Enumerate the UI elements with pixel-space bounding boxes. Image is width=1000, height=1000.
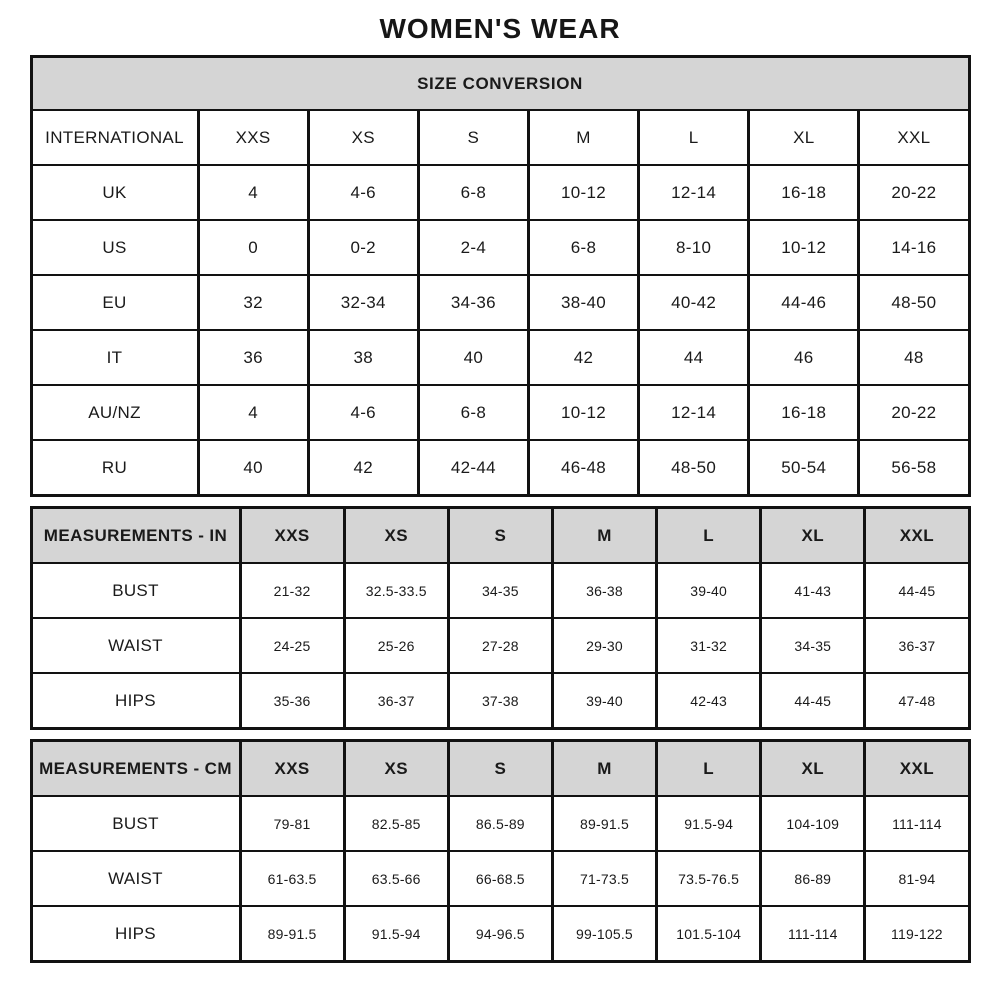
table-cell: 34-35	[448, 563, 552, 618]
table-cell: 27-28	[448, 618, 552, 673]
table-cell: 56-58	[859, 440, 969, 496]
column-header-row	[31, 741, 969, 797]
size-column-header: M	[552, 508, 656, 564]
table-cell: 0-2	[308, 220, 418, 275]
row-label: RU	[31, 440, 198, 496]
table-cell: 34-36	[418, 275, 528, 330]
table-row	[31, 440, 969, 496]
table-cell: 10-12	[749, 220, 859, 275]
measurements-cm-table	[30, 739, 971, 963]
size-column-header: M	[528, 110, 638, 165]
table-cell: 47-48	[865, 673, 969, 729]
row-label: EU	[31, 275, 198, 330]
table-cell: 4	[198, 165, 308, 220]
table-cell: 71-73.5	[552, 851, 656, 906]
size-column-header: L	[657, 508, 761, 564]
size-conversion-table	[30, 55, 971, 497]
table-cell: 101.5-104	[657, 906, 761, 962]
page-title: WOMEN'S WEAR	[379, 13, 621, 44]
row-label: AU/NZ	[31, 385, 198, 440]
table-row	[31, 385, 969, 440]
corner-header-cell: MEASUREMENTS - CM	[31, 741, 240, 797]
table-cell: 8-10	[639, 220, 749, 275]
table-cell: 81-94	[865, 851, 969, 906]
table-cell: 39-40	[552, 673, 656, 729]
table-cell: 32.5-33.5	[344, 563, 448, 618]
table-cell: 16-18	[749, 165, 859, 220]
table-cell: 61-63.5	[240, 851, 344, 906]
table-cell: 12-14	[639, 165, 749, 220]
table-row	[31, 165, 969, 220]
table-cell: 86.5-89	[448, 796, 552, 851]
table-cell: 20-22	[859, 165, 969, 220]
table-cell: 111-114	[761, 906, 865, 962]
table-cell: 38	[308, 330, 418, 385]
table-cell: 21-32	[240, 563, 344, 618]
table-cell: 73.5-76.5	[657, 851, 761, 906]
table-cell: 89-91.5	[240, 906, 344, 962]
table-cell: 91.5-94	[344, 906, 448, 962]
table-cell: 94-96.5	[448, 906, 552, 962]
size-column-header: S	[448, 741, 552, 797]
table-cell: 99-105.5	[552, 906, 656, 962]
size-column-header: XXS	[240, 508, 344, 564]
table-cell: 39-40	[657, 563, 761, 618]
table-cell: 44	[639, 330, 749, 385]
table-row	[31, 330, 969, 385]
table-cell: 36	[198, 330, 308, 385]
table-cell: 20-22	[859, 385, 969, 440]
table-cell: 46	[749, 330, 859, 385]
table-cell: 44-46	[749, 275, 859, 330]
table-cell: 4-6	[308, 165, 418, 220]
table-cell: 38-40	[528, 275, 638, 330]
size-column-header: L	[657, 741, 761, 797]
table-cell: 50-54	[749, 440, 859, 496]
table-cell: 66-68.5	[448, 851, 552, 906]
measurements-in-table	[30, 506, 971, 730]
table-cell: 29-30	[552, 618, 656, 673]
table-cell: 48-50	[859, 275, 969, 330]
table-cell: 42	[528, 330, 638, 385]
table-cell: 119-122	[865, 906, 969, 962]
table-cell: 36-38	[552, 563, 656, 618]
table-cell: 37-38	[448, 673, 552, 729]
table-cell: 63.5-66	[344, 851, 448, 906]
size-column-header: S	[448, 508, 552, 564]
table-cell: 10-12	[528, 385, 638, 440]
section-header: SIZE CONVERSION	[31, 57, 969, 111]
size-column-header: XXL	[865, 508, 969, 564]
table-cell: 2-4	[418, 220, 528, 275]
size-column-header: XXS	[198, 110, 308, 165]
row-label: HIPS	[31, 673, 240, 729]
table-cell: 31-32	[657, 618, 761, 673]
table-cell: 32	[198, 275, 308, 330]
table-cell: 79-81	[240, 796, 344, 851]
table-cell: 42	[308, 440, 418, 496]
corner-header-cell: MEASUREMENTS - IN	[31, 508, 240, 564]
table-row	[31, 796, 969, 851]
row-label: BUST	[31, 796, 240, 851]
table-cell: 40	[198, 440, 308, 496]
table-cell: 44-45	[865, 563, 969, 618]
section-header-row	[31, 57, 969, 111]
size-column-header: M	[552, 741, 656, 797]
corner-header-cell: INTERNATIONAL	[31, 110, 198, 165]
size-column-header: XL	[761, 508, 865, 564]
table-cell: 36-37	[865, 618, 969, 673]
row-label: US	[31, 220, 198, 275]
row-label: BUST	[31, 563, 240, 618]
size-chart-page	[30, 0, 971, 963]
table-cell: 46-48	[528, 440, 638, 496]
size-column-header: XXL	[859, 110, 969, 165]
table-cell: 42-44	[418, 440, 528, 496]
table-row	[31, 275, 969, 330]
table-cell: 25-26	[344, 618, 448, 673]
size-column-header: XXL	[865, 741, 969, 797]
size-column-header: S	[418, 110, 528, 165]
table-cell: 40	[418, 330, 528, 385]
table-cell: 0	[198, 220, 308, 275]
size-column-header: XS	[344, 741, 448, 797]
table-cell: 32-34	[308, 275, 418, 330]
table-cell: 36-37	[344, 673, 448, 729]
row-label: IT	[31, 330, 198, 385]
table-cell: 4	[198, 385, 308, 440]
table-cell: 6-8	[528, 220, 638, 275]
table-cell: 16-18	[749, 385, 859, 440]
row-label: WAIST	[31, 851, 240, 906]
table-row	[31, 851, 969, 906]
table-cell: 42-43	[657, 673, 761, 729]
table-cell: 34-35	[761, 618, 865, 673]
table-cell: 6-8	[418, 165, 528, 220]
table-cell: 24-25	[240, 618, 344, 673]
row-label: HIPS	[31, 906, 240, 962]
table-row	[31, 673, 969, 729]
table-cell: 14-16	[859, 220, 969, 275]
column-header-row	[31, 508, 969, 564]
size-column-header: L	[639, 110, 749, 165]
table-cell: 12-14	[639, 385, 749, 440]
table-cell: 41-43	[761, 563, 865, 618]
table-row	[31, 906, 969, 962]
table-cell: 91.5-94	[657, 796, 761, 851]
table-cell: 48	[859, 330, 969, 385]
table-row	[31, 220, 969, 275]
table-cell: 35-36	[240, 673, 344, 729]
row-label: WAIST	[31, 618, 240, 673]
table-cell: 82.5-85	[344, 796, 448, 851]
size-column-header: XXS	[240, 741, 344, 797]
table-cell: 104-109	[761, 796, 865, 851]
table-cell: 4-6	[308, 385, 418, 440]
table-cell: 89-91.5	[552, 796, 656, 851]
column-header-row	[31, 110, 969, 165]
row-label: UK	[31, 165, 198, 220]
table-cell: 44-45	[761, 673, 865, 729]
size-column-header: XL	[749, 110, 859, 165]
table-cell: 86-89	[761, 851, 865, 906]
table-cell: 10-12	[528, 165, 638, 220]
table-cell: 40-42	[639, 275, 749, 330]
table-cell: 6-8	[418, 385, 528, 440]
size-column-header: XS	[308, 110, 418, 165]
size-column-header: XL	[761, 741, 865, 797]
table-row	[31, 618, 969, 673]
table-cell: 48-50	[639, 440, 749, 496]
table-row	[31, 563, 969, 618]
table-cell: 111-114	[865, 796, 969, 851]
size-column-header: XS	[344, 508, 448, 564]
